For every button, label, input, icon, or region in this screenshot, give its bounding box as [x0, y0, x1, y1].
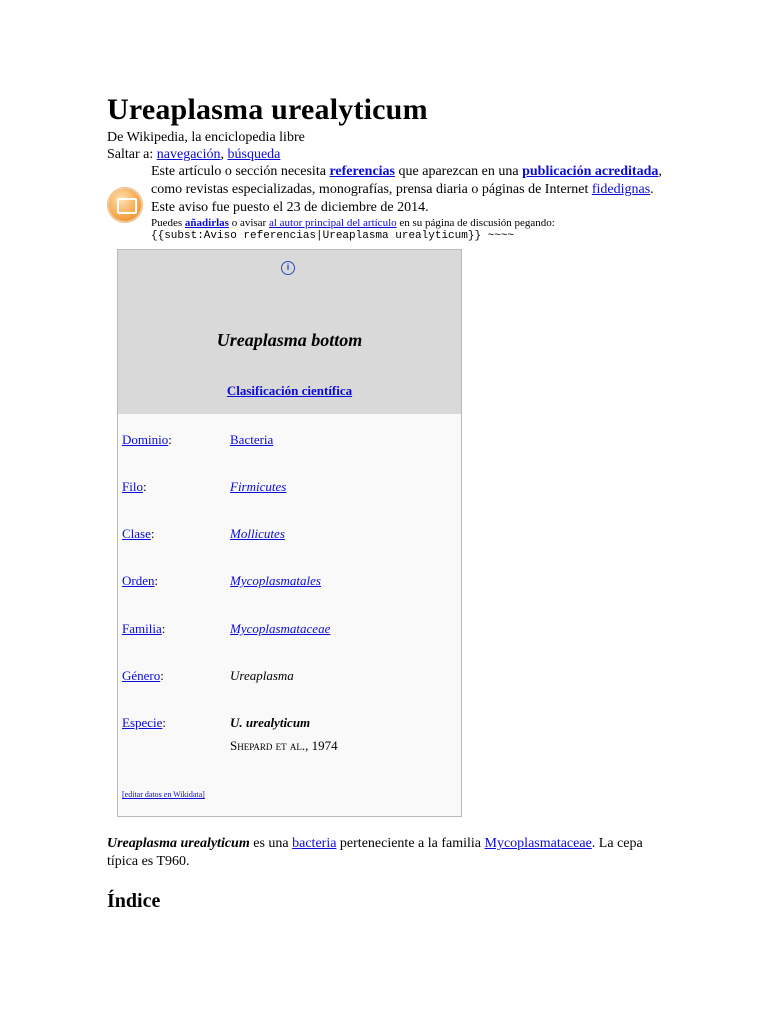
bacteria-link[interactable]: Bacteria	[230, 432, 274, 447]
dominio-link[interactable]: Dominio	[122, 432, 169, 447]
taxon-label-dominio	[122, 432, 172, 448]
taxon-value-dominio	[230, 432, 273, 448]
publication-link[interactable]: publicación acreditada	[522, 164, 659, 179]
taxon-value-clase	[230, 526, 285, 542]
notice-text-3: , como revistas especializadas, monografías, prensa diaria o páginas de Internet	[151, 164, 662, 197]
info-icon[interactable]: i	[281, 261, 295, 275]
notice-small-3: en su página de discusión pegando:	[396, 217, 555, 229]
filo-link[interactable]: Filo	[122, 479, 143, 494]
notice-text	[151, 163, 666, 217]
orden-link[interactable]: Orden	[122, 573, 155, 588]
jump-links	[107, 146, 280, 163]
classification-link[interactable]: Clasificación científica	[226, 383, 353, 398]
colon: :	[160, 668, 164, 683]
mycoplasmataceae-link[interactable]: Mycoplasmataceae	[230, 621, 331, 636]
colon: :	[150, 526, 155, 541]
family-lead-link[interactable]: Mycoplasmataceae	[484, 836, 592, 851]
notice-template-code: {{subst:Aviso referencias|Ureaplasma urealyticum}} ~~~~	[151, 230, 515, 242]
familia-link[interactable]: Familia	[122, 621, 162, 636]
authority-name: Shepard et al.	[230, 738, 306, 753]
lead-text-1: es una	[249, 836, 293, 851]
add-them-link[interactable]: añadirlas	[184, 217, 229, 229]
taxon-value-genero: Ureaplasma	[230, 668, 294, 683]
notice-text-2: que aparezcan en una	[395, 164, 523, 179]
taxobox-header	[118, 250, 461, 414]
colon: :	[161, 621, 166, 636]
notice-small-2: o avisar	[228, 217, 269, 229]
colon: :	[142, 479, 147, 494]
taxobox-image-caption: Ureaplasma bottom	[216, 330, 363, 350]
taxon-label-orden	[122, 573, 158, 589]
colon: :	[154, 573, 159, 588]
taxon-label-clase	[122, 526, 155, 542]
classification-heading	[118, 383, 461, 399]
clase-link[interactable]: Clase	[122, 526, 151, 541]
taxon-value-filo	[230, 479, 286, 495]
main-author-link[interactable]: al autor principal del artículo	[268, 217, 397, 229]
firmicutes-link[interactable]: Firmicutes	[230, 479, 287, 494]
taxon-label-genero	[122, 668, 164, 684]
wikidata-edit	[122, 790, 205, 799]
taxon-label-filo	[122, 479, 147, 495]
lead-term: Ureaplasma urealyticum	[107, 836, 250, 851]
jump-prefix: Saltar a:	[107, 147, 157, 162]
colon: :	[168, 432, 172, 447]
especie-link[interactable]: Especie	[122, 715, 163, 730]
binomial-authority	[230, 738, 338, 754]
references-link[interactable]: referencias	[329, 164, 396, 179]
mollicutes-link[interactable]: Mollicutes	[230, 526, 285, 541]
taxon-value-familia	[230, 621, 330, 637]
notice-text-1: Este artículo o sección necesita	[151, 164, 330, 179]
genero-link[interactable]: Género	[122, 668, 161, 683]
lead-paragraph	[107, 835, 667, 871]
taxon-label-especie	[122, 715, 166, 731]
toc-heading: Índice	[107, 890, 161, 912]
notice-text-4: . Este aviso fue puesto el 23 de diciembre de 2014.	[151, 182, 654, 215]
reliable-link[interactable]: fidedignas	[591, 182, 651, 197]
taxon-label-familia	[122, 621, 165, 637]
site-subtitle: De Wikipedia, la enciclopedia libre	[107, 130, 305, 145]
colon: :	[162, 715, 167, 730]
authority-year: , 1974	[305, 738, 338, 753]
notice-instructions	[151, 217, 671, 230]
jump-separator: ,	[220, 147, 228, 162]
search-link[interactable]: búsqueda	[227, 147, 281, 162]
bacteria-lead-link[interactable]: bacteria	[292, 836, 337, 851]
taxon-value-orden	[230, 573, 321, 589]
mycoplasmatales-link[interactable]: Mycoplasmatales	[230, 573, 321, 588]
nav-link[interactable]: navegación	[156, 147, 221, 162]
lead-text-2: perteneciente a la familia	[336, 836, 485, 851]
book-notice-icon	[107, 187, 143, 223]
wikidata-edit-link[interactable]: [editar datos en Wikidata]	[122, 790, 205, 799]
page-title: Ureaplasma urealyticum	[107, 93, 428, 126]
notice-small-1: Puedes	[151, 217, 185, 229]
lead-text-3: . La cepa típica es T960.	[107, 836, 643, 869]
taxon-value-especie: U. urealyticum	[230, 715, 311, 730]
taxobox	[117, 249, 462, 817]
